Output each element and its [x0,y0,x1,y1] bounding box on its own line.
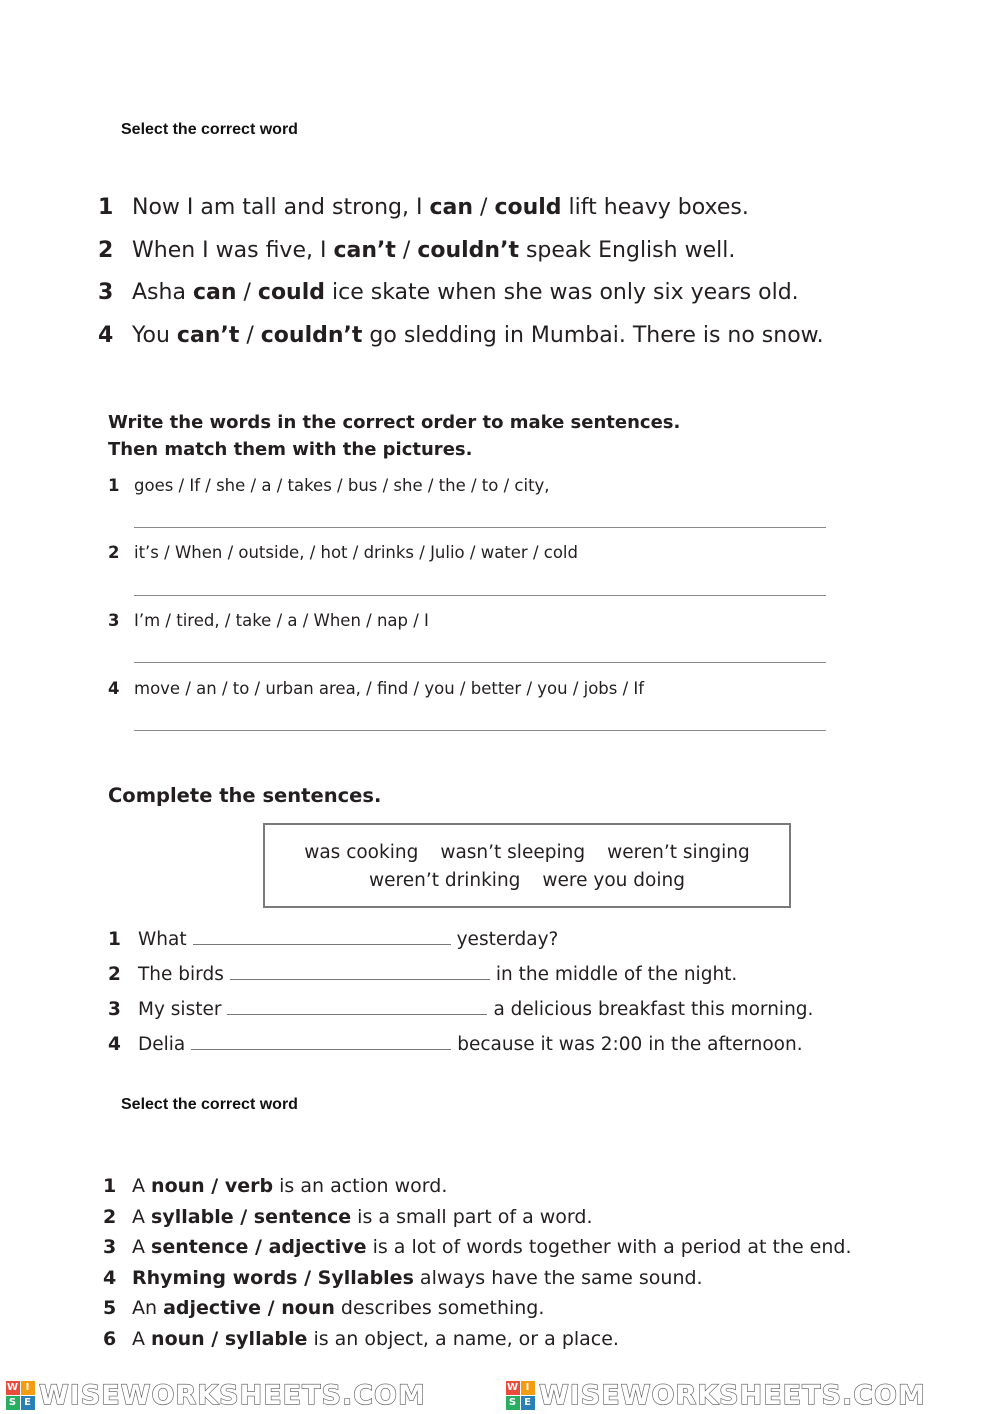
sentence-start: A [132,1236,152,1258]
option-separator: / [395,238,418,263]
sentence-start: Now I am tall and strong, I [132,195,430,220]
item-number: 3 [108,611,120,630]
option-couldnt[interactable]: couldn’t [260,323,363,348]
answer-line-3[interactable] [134,662,826,663]
s2-item-2 [108,543,578,562]
item-number: 4 [108,679,120,698]
s1-item-2 [98,238,735,263]
sentence-start: Delia [138,1034,186,1055]
watermark-left [0,1376,500,1414]
watermark-right [500,1376,1000,1414]
sentence-start: A [132,1206,152,1228]
fill-blank[interactable] [230,965,490,980]
item-number: 3 [98,280,114,305]
sentence-end: is an action word. [273,1175,448,1197]
option-separator: / [297,1267,318,1289]
option-separator: / [236,280,258,305]
option-can[interactable]: can [429,195,474,220]
section2-title [108,409,680,463]
option-cant[interactable]: can’t [333,238,396,263]
s4-item-6 [103,1328,619,1350]
word-bank-item: was cooking [304,842,419,863]
watermark-text: WISEWORKSHEETS.COM [39,1379,426,1411]
sentence-end: always have the same sound. [413,1267,703,1289]
word-bank-item: wasn’t sleeping [440,842,586,863]
option-can[interactable]: can [192,280,237,305]
wise-logo-icon [506,1381,535,1410]
option-cant[interactable]: can’t [176,323,240,348]
s4-item-1 [103,1175,447,1197]
logo-tile: S [506,1396,520,1410]
word-bank [263,823,791,908]
option-separator: / [204,1328,225,1350]
sentence-end: ice skate when she was only six years old. [325,280,799,305]
word-bank-item: weren’t singing [607,842,750,863]
sentence-start: My sister [138,999,222,1020]
item-number: 4 [108,1034,121,1055]
item-number: 1 [108,929,121,950]
option-couldnt[interactable]: couldn’t [417,238,519,263]
sentence-end: describes something. [334,1297,545,1319]
sentence-end: is an object, a name, or a place. [307,1328,619,1350]
section2-title-line2: Then match them with the pictures. [108,439,473,460]
s2-item-4 [108,679,644,698]
logo-tile: W [6,1381,20,1393]
option-first[interactable]: adjective [163,1297,262,1319]
word-bank-item: were you doing [542,870,685,891]
option-second[interactable]: verb [224,1175,274,1197]
option-separator: / [473,195,495,220]
section1-title: Select the correct word [121,121,298,138]
logo-tile: W [506,1381,520,1393]
sentence-end: is a small part of a word. [351,1206,593,1228]
sentence-start: Asha [132,280,193,305]
word-bank-row-1 [265,842,789,863]
item-number: 2 [98,238,114,263]
item-number: 6 [103,1328,117,1350]
section4-title: Select the correct word [121,1096,298,1113]
item-number: 1 [108,476,120,495]
sentence-end: because it was 2:00 in the afternoon. [457,1034,803,1055]
logo-tile: I [521,1381,535,1395]
option-second[interactable]: noun [281,1297,335,1319]
s2-item-1 [108,476,550,495]
watermark-footer [0,1376,1000,1414]
scrambled-words: it’s / When / outside, / hot / drinks / Julio / water / cold [134,543,578,562]
option-separator: / [233,1206,254,1228]
option-separator: / [239,323,261,348]
option-second[interactable]: Syllables [317,1267,414,1289]
option-first[interactable]: Rhyming words [132,1267,298,1289]
fill-blank[interactable] [193,930,451,945]
item-number: 5 [103,1297,117,1319]
s4-item-3 [103,1236,852,1258]
scrambled-words: I’m / tired, / take / a / When / nap / I [134,611,429,630]
option-first[interactable]: sentence [151,1236,249,1258]
answer-line-1[interactable] [134,527,826,528]
item-number: 2 [103,1206,117,1228]
sentence-start: You [132,323,177,348]
option-separator: / [204,1175,225,1197]
sentence-start: What [138,929,187,950]
sentence-end: in the middle of the night. [495,964,738,985]
item-number: 4 [103,1267,117,1289]
s3-item-2 [108,964,737,985]
wise-logo-icon [6,1381,35,1410]
option-second[interactable]: adjective [268,1236,367,1258]
option-second[interactable]: syllable [224,1328,308,1350]
sentence-start: When I was five, I [132,238,334,263]
s4-item-2 [103,1206,593,1228]
sentence-start: A [132,1175,152,1197]
option-separator: / [248,1236,269,1258]
s4-item-5 [103,1297,544,1319]
sentence-end: yesterday? [456,929,559,950]
logo-tile: E [21,1396,35,1410]
scrambled-words: goes / If / she / a / takes / bus / she / the / to / city, [134,476,550,495]
option-first[interactable]: noun [151,1328,205,1350]
scrambled-words: move / an / to / urban area, / find / you / better / you / jobs / If [134,679,645,698]
s1-item-3 [98,280,799,305]
fill-blank[interactable] [191,1035,451,1050]
option-separator: / [261,1297,282,1319]
answer-line-4[interactable] [134,730,826,731]
answer-line-2[interactable] [134,595,826,596]
logo-tile: I [21,1381,35,1395]
sentence-end: go sledding in Mumbai. There is no snow. [362,323,824,348]
item-number: 3 [103,1236,117,1258]
fill-blank[interactable] [227,1000,487,1015]
s1-item-4 [98,323,824,348]
sentence-start: The birds [138,964,224,985]
sentence-end: a delicious breakfast this morning. [493,999,814,1020]
s4-item-4 [103,1267,703,1289]
item-number: 1 [103,1175,117,1197]
sentence-end: is a lot of words together with a period at the end. [366,1236,852,1258]
s3-item-1 [108,929,558,950]
sentence-end: speak English well. [518,238,736,263]
word-bank-item: weren’t drinking [369,870,521,891]
s1-item-1 [98,195,749,220]
logo-tile: S [6,1396,20,1410]
sentence-start: An [132,1297,164,1319]
s2-item-3 [108,611,429,630]
item-number: 2 [108,964,121,985]
option-could[interactable]: could [257,280,326,305]
item-number: 3 [108,999,121,1020]
option-could[interactable]: could [494,195,562,220]
sentence-start: A [132,1328,152,1350]
item-number: 4 [98,323,114,348]
sentence-end: lift heavy boxes. [561,195,749,220]
word-bank-row-2 [265,870,789,891]
s3-item-4 [108,1034,803,1055]
logo-tile: E [521,1396,535,1410]
item-number: 2 [108,543,120,562]
section2-title-line1: Write the words in the correct order to make sentences. [108,412,681,433]
option-first[interactable]: noun [151,1175,205,1197]
item-number: 1 [98,195,114,220]
s3-item-3 [108,999,813,1020]
watermark-text: WISEWORKSHEETS.COM [539,1379,926,1411]
option-first[interactable]: syllable [151,1206,234,1228]
section3-title: Complete the sentences. [108,784,382,807]
option-second[interactable]: sentence [253,1206,352,1228]
